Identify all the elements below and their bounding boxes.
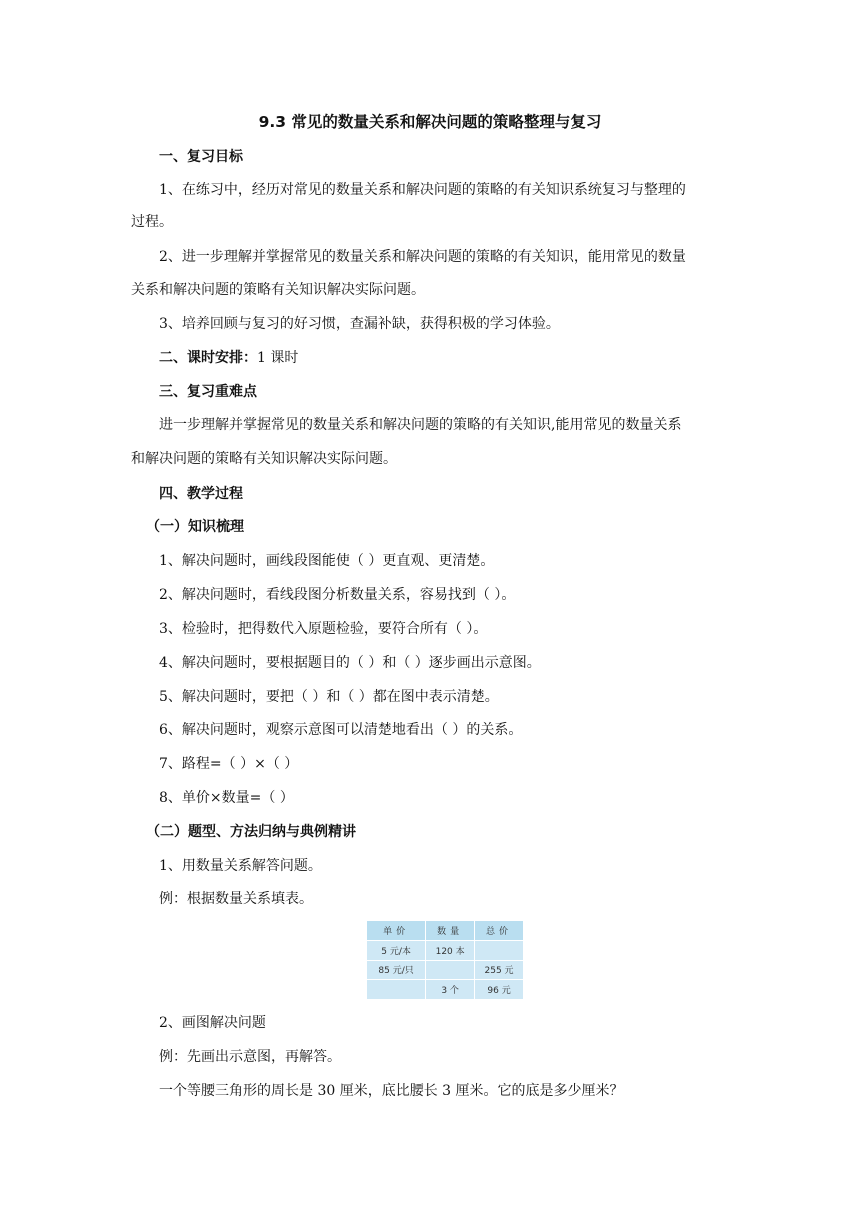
- knowledge-item-8: 8、单价×数量=（ ）: [159, 790, 294, 806]
- knowledge-item-2: 2、解决问题时，看线段图分析数量关系，容易找到（ ）。: [159, 587, 516, 603]
- question-2-example: 例：先画出示意图，再解答。: [159, 1049, 341, 1065]
- table-row: [367, 980, 524, 1000]
- question-2-problem: 一个等腰三角形的周长是 30 厘米，底比腰长 3 厘米。它的底是多少厘米？: [159, 1083, 624, 1099]
- table-cell: [426, 960, 475, 980]
- section-heading-goals: 一、复习目标: [159, 149, 243, 165]
- table-header-row: [367, 921, 524, 941]
- table-cell: [367, 980, 426, 1000]
- table-header-cell: 单价: [367, 921, 426, 941]
- key-points-line-2: 和解决问题的策略有关知识解决实际问题。: [131, 451, 397, 467]
- schedule-value: 1 课时: [257, 350, 299, 366]
- question-1-example: 例：根据数量关系填表。: [159, 891, 313, 907]
- table-cell: 120 本: [426, 940, 475, 960]
- table-cell: 3 个: [426, 980, 475, 1000]
- section-heading-process: 四、教学过程: [159, 486, 243, 502]
- knowledge-item-6: 6、解决问题时，观察示意图可以清楚地看出（ ）的关系。: [159, 722, 523, 738]
- section-heading-schedule: 二、课时安排：: [159, 350, 257, 366]
- table-cell: 5 元/本: [367, 940, 426, 960]
- knowledge-item-5: 5、解决问题时，要把（ ）和（ ）都在图中表示清楚。: [159, 689, 499, 705]
- table-cell: 96 元: [475, 980, 524, 1000]
- knowledge-item-1: 1、解决问题时，画线段图能使（ ）更直观、更清楚。: [159, 553, 495, 569]
- goal-2-line-2: 关系和解决问题的策略有关知识解决实际问题。: [131, 282, 425, 298]
- goal-1-line-2: 过程。: [131, 214, 173, 230]
- table-cell: [475, 940, 524, 960]
- table-header-cell: 数量: [426, 921, 475, 941]
- price-table: [366, 920, 524, 1000]
- goal-2-line-1: 2、进一步理解并掌握常见的数量关系和解决问题的策略的有关知识，能用常见的数量: [159, 249, 686, 265]
- table-row: [367, 960, 524, 980]
- knowledge-item-3: 3、检验时，把得数代入原题检验，要符合所有（ ）。: [159, 621, 488, 637]
- knowledge-item-7: 7、路程=（ ）×（ ）: [159, 756, 299, 772]
- page-title: 9.3 常见的数量关系和解决问题的策略整理与复习: [258, 113, 602, 131]
- section-heading-key-points: 三、复习重难点: [159, 384, 257, 400]
- goal-3: 3、培养回顾与复习的好习惯，查漏补缺，获得积极的学习体验。: [159, 316, 560, 332]
- section-schedule: [159, 348, 298, 368]
- subsection-heading-methods: （二）题型、方法归纳与典例精讲: [146, 824, 356, 840]
- knowledge-item-4: 4、解决问题时，要根据题目的（ ）和（ ）逐步画出示意图。: [159, 655, 541, 671]
- table-cell: 255 元: [475, 960, 524, 980]
- table-cell: 85 元/只: [367, 960, 426, 980]
- goal-1-line-1: 1、在练习中，经历对常见的数量关系和解决问题的策略的有关知识系统复习与整理的: [159, 182, 686, 198]
- question-2: 2、画图解决问题: [159, 1015, 266, 1031]
- table-row: [367, 940, 524, 960]
- key-points-line-1: 进一步理解并掌握常见的数量关系和解决问题的策略的有关知识,能用常见的数量关系: [159, 417, 682, 433]
- question-1: 1、用数量关系解答问题。: [159, 858, 322, 874]
- subsection-heading-knowledge: （一）知识梳理: [146, 519, 244, 535]
- table-header-cell: 总价: [475, 921, 524, 941]
